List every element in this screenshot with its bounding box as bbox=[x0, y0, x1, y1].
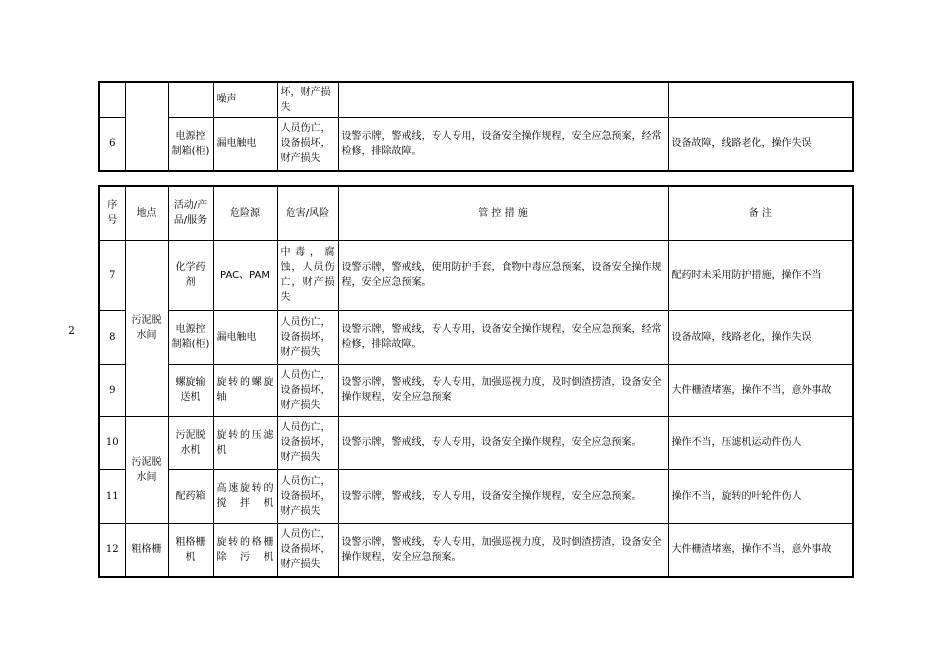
table-row bbox=[99, 310, 853, 364]
cell-hazard-source: 噪声 bbox=[213, 82, 277, 117]
cell-risk: 人员伤亡，设备损坏，财产损失 bbox=[277, 523, 338, 577]
cell-remarks: 操作不当，旋转的叶轮件伤人 bbox=[668, 469, 853, 523]
cell-activity: 配药箱 bbox=[168, 469, 213, 523]
cell-no: 9 bbox=[99, 364, 125, 416]
header-location: 地点 bbox=[125, 186, 168, 240]
cell-activity: 电源控制箱(柜) bbox=[168, 117, 213, 171]
page-number: 2 bbox=[68, 324, 75, 337]
cell-measures: 设警示牌，警戒线，使用防护手套，食物中毒应急预案，设备安全操作规程，安全应急预案。 bbox=[338, 240, 668, 310]
cell-remarks: 大件栅渣堵塞，操作不当，意外事故 bbox=[668, 523, 853, 577]
table-row bbox=[99, 240, 853, 310]
cell-location bbox=[125, 82, 168, 171]
cell-activity: 粗格栅机 bbox=[168, 523, 213, 577]
cell-measures bbox=[338, 82, 668, 117]
cell-risk: 人员伤亡，设备损坏，财产损失 bbox=[277, 117, 338, 171]
cell-no: 11 bbox=[99, 469, 125, 523]
cell-remarks: 设备故障，线路老化，操作失误 bbox=[668, 310, 853, 364]
table-header-row bbox=[99, 186, 853, 240]
table-row bbox=[99, 117, 853, 171]
cell-no: 10 bbox=[99, 416, 125, 469]
cell-location-group-2: 污泥脱水间 bbox=[125, 416, 168, 523]
cell-remarks: 配药时未采用防护措施，操作不当 bbox=[668, 240, 853, 310]
cell-risk: 坏，财产损失 bbox=[277, 82, 338, 117]
cell-hazard-source: 漏电触电 bbox=[213, 117, 277, 171]
cell-no bbox=[99, 82, 125, 117]
cell-no: 7 bbox=[99, 240, 125, 310]
cell-no: 8 bbox=[99, 310, 125, 364]
header-activity: 活动/产品/服务 bbox=[168, 186, 213, 240]
table-row bbox=[99, 364, 853, 416]
cell-location-group-3: 粗格栅 bbox=[125, 523, 168, 577]
cell-no: 12 bbox=[99, 523, 125, 577]
cell-remarks bbox=[668, 82, 853, 117]
cell-hazard-source: 漏电触电 bbox=[213, 310, 277, 364]
table-row bbox=[99, 416, 853, 469]
cell-hazard-source: 旋转的压滤机 bbox=[213, 416, 277, 469]
risk-table bbox=[98, 185, 854, 578]
cell-activity: 化学药剂 bbox=[168, 240, 213, 310]
cell-risk: 人员伤亡，设备损坏，财产损失 bbox=[277, 364, 338, 416]
cell-remarks: 设备故障，线路老化，操作失误 bbox=[668, 117, 853, 171]
cell-risk: 人员伤亡，设备损坏，财产损失 bbox=[277, 310, 338, 364]
table-row bbox=[99, 523, 853, 577]
header-hazard-source: 危险源 bbox=[213, 186, 277, 240]
header-measures: 管 控 措 施 bbox=[338, 186, 668, 240]
header-no: 序号 bbox=[99, 186, 125, 240]
cell-measures: 设警示牌，警戒线，专人专用，加强巡视力度，及时倒渣捞渣，设备安全操作规程，安全应急预案。 bbox=[338, 523, 668, 577]
risk-table-continued bbox=[98, 81, 854, 172]
cell-hazard-source: PAC、PAM bbox=[213, 240, 277, 310]
table-row bbox=[99, 469, 853, 523]
header-remarks: 备 注 bbox=[668, 186, 853, 240]
cell-measures: 设警示牌，警戒线，专人专用，设备安全操作规程，安全应急预案。 bbox=[338, 416, 668, 469]
cell-measures: 设警示牌，警戒线，专人专用，加强巡视力度，及时倒渣捞渣，设备安全操作规程，安全应急预案 bbox=[338, 364, 668, 416]
cell-hazard-source: 旋转的螺旋轴 bbox=[213, 364, 277, 416]
cell-hazard-source: 旋转的格栅除污机 bbox=[213, 523, 277, 577]
header-risk: 危害/风险 bbox=[277, 186, 338, 240]
cell-hazard-source: 高速旋转的搅拌机 bbox=[213, 469, 277, 523]
cell-activity bbox=[168, 82, 213, 117]
table-row bbox=[99, 82, 853, 117]
cell-activity: 电源控制箱(柜) bbox=[168, 310, 213, 364]
cell-no: 6 bbox=[99, 117, 125, 171]
cell-risk: 人员伤亡，设备损坏，财产损失 bbox=[277, 469, 338, 523]
cell-measures: 设警示牌，警戒线，专人专用，设备安全操作规程，安全应急预案。 bbox=[338, 469, 668, 523]
cell-risk: 人员伤亡，设备损坏，财产损失 bbox=[277, 416, 338, 469]
cell-activity: 螺旋输送机 bbox=[168, 364, 213, 416]
cell-measures: 设警示牌，警戒线，专人专用，设备安全操作规程，安全应急预案，经常检修，排除故障。 bbox=[338, 117, 668, 171]
cell-remarks: 操作不当，压滤机运动件伤人 bbox=[668, 416, 853, 469]
cell-remarks: 大件栅渣堵塞，操作不当，意外事故 bbox=[668, 364, 853, 416]
cell-risk: 中毒，腐蚀，人员伤亡，财产损失 bbox=[277, 240, 338, 310]
cell-measures: 设警示牌，警戒线，专人专用，设备安全操作规程，安全应急预案，经常检修，排除故障。 bbox=[338, 310, 668, 364]
cell-location-group-1: 污泥脱水间 bbox=[125, 240, 168, 416]
cell-activity: 污泥脱水机 bbox=[168, 416, 213, 469]
